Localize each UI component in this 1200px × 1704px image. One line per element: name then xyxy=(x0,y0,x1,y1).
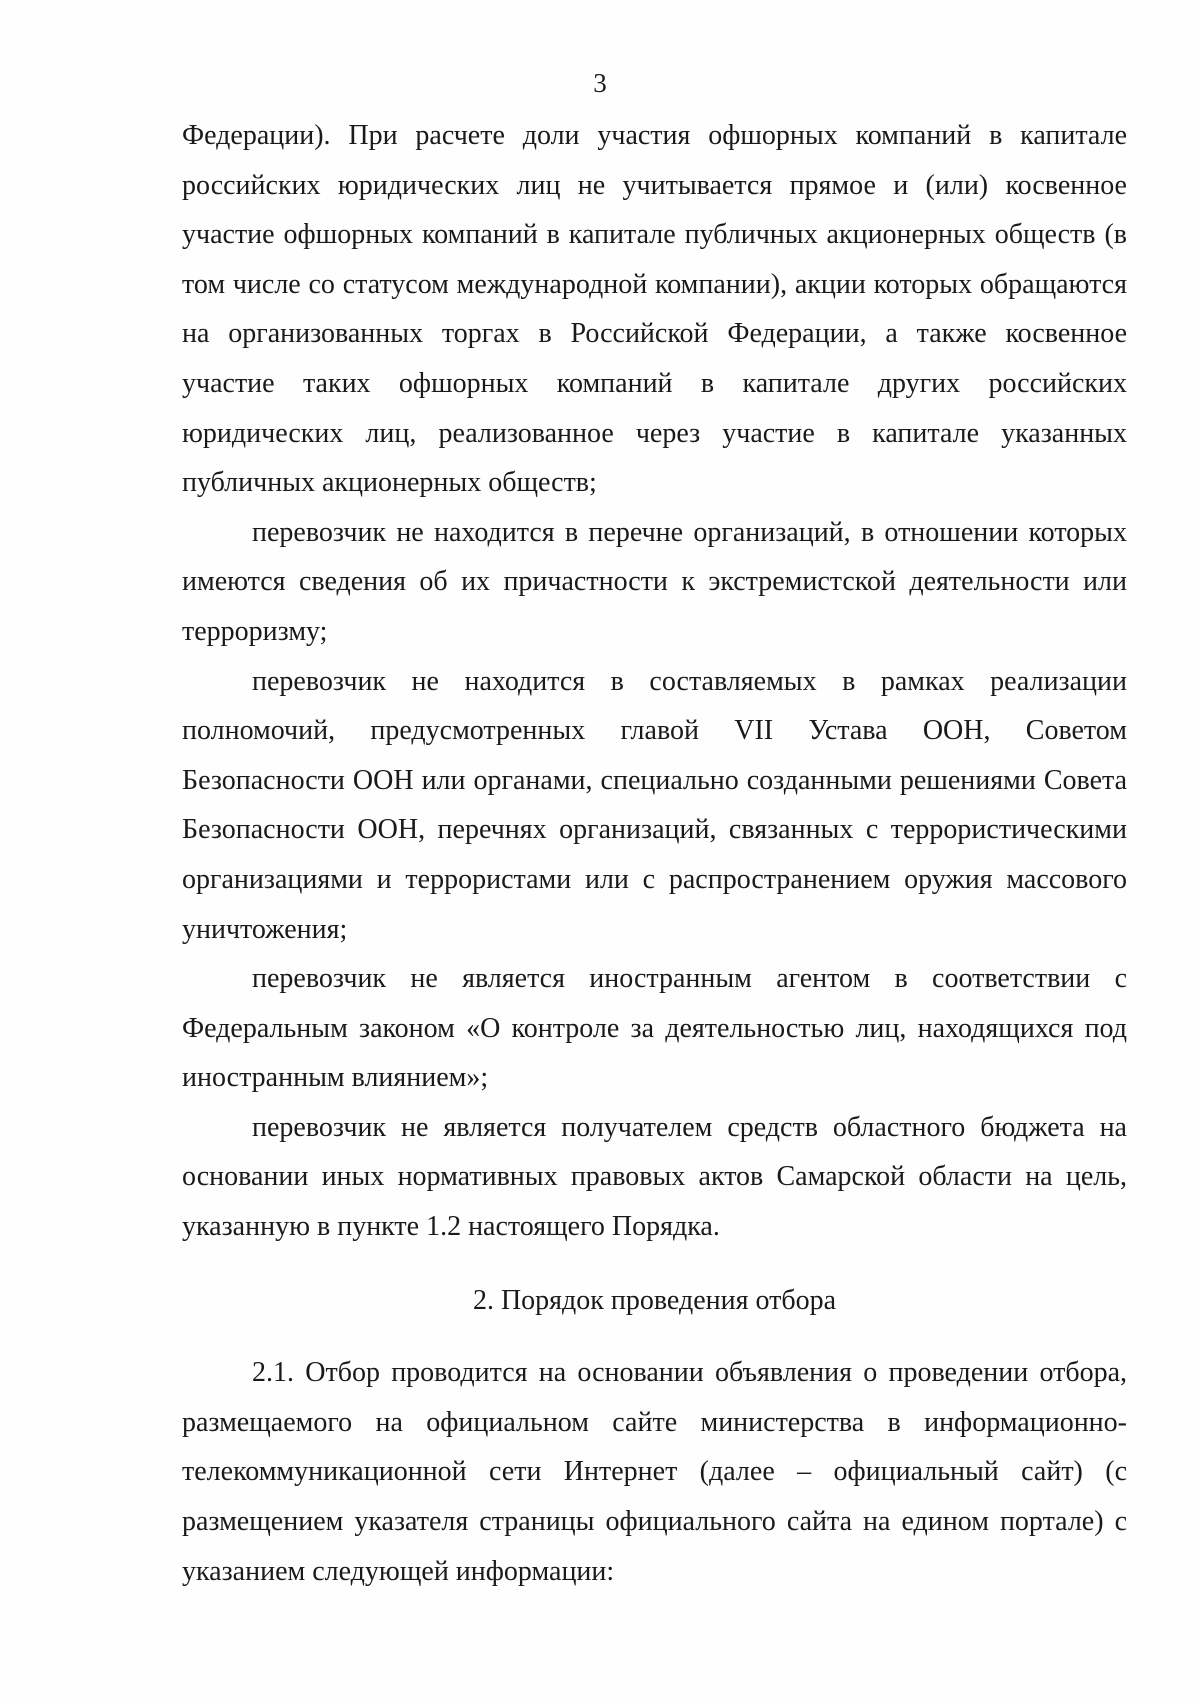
paragraph-foreign-agent: перевозчик не является иностранным агентом в соответствии с Федеральным законом «О контроле за деятельностью лиц, находящихся под иностранным влиянием»; xyxy=(182,963,1127,1094)
paragraph-un-sanctions-list: перевозчик не находится в составляемых в рамках реализации полномочий, предусмотренных главой VII Устава ООН, Советом Безопасности ООН или органами, специально созданными решениями Совета Безопасности ООН, перечнях организаций, связанных с террористическими организациями и террористами или с распространением оружия массового уничтожения; xyxy=(182,665,1127,945)
paragraph-2-1: 2.1. Отбор проводится на основании объявления о проведении отбора, размещаемого на официальном сайте министерства в информационно-телекоммуникационной сети Интернет (далее – официальный сайт) (с размещением указателя страницы официального сайта на едином портале) с указанием следующей информации: xyxy=(182,1357,1127,1587)
paragraph-extremism-list: перевозчик не находится в перечне организаций, в отношении которых имеются сведения об их причастности к экстремистской деятельности или терроризму; xyxy=(182,516,1127,647)
section-heading: 2. Порядок проведения отбора xyxy=(472,1284,837,1316)
document-body xyxy=(182,111,1127,1596)
paragraph-budget-recipient: перевозчик не является получателем средств областного бюджета на основании иных нормативных правовых актов Самарской области на цель, указанную в пункте 1.2 настоящего Порядка. xyxy=(182,1111,1127,1243)
page-number: 3 xyxy=(593,68,607,98)
paragraph-continuation: Федерации). При расчете доли участия офшорных компаний в капитале российских юридических лиц не учитывается прямое и (или) косвенное участие офшорных компаний в капитале публичных акционерных обществ (в том числе со статусом международной компании), акции которых обращаются на организованных торгах в Российской Федерации, а также косвенное участие таких офшорных компаний в капитале других российских юридических лиц, реализованное через участие в капитале указанных публичных акционерных обществ; xyxy=(182,120,1127,499)
